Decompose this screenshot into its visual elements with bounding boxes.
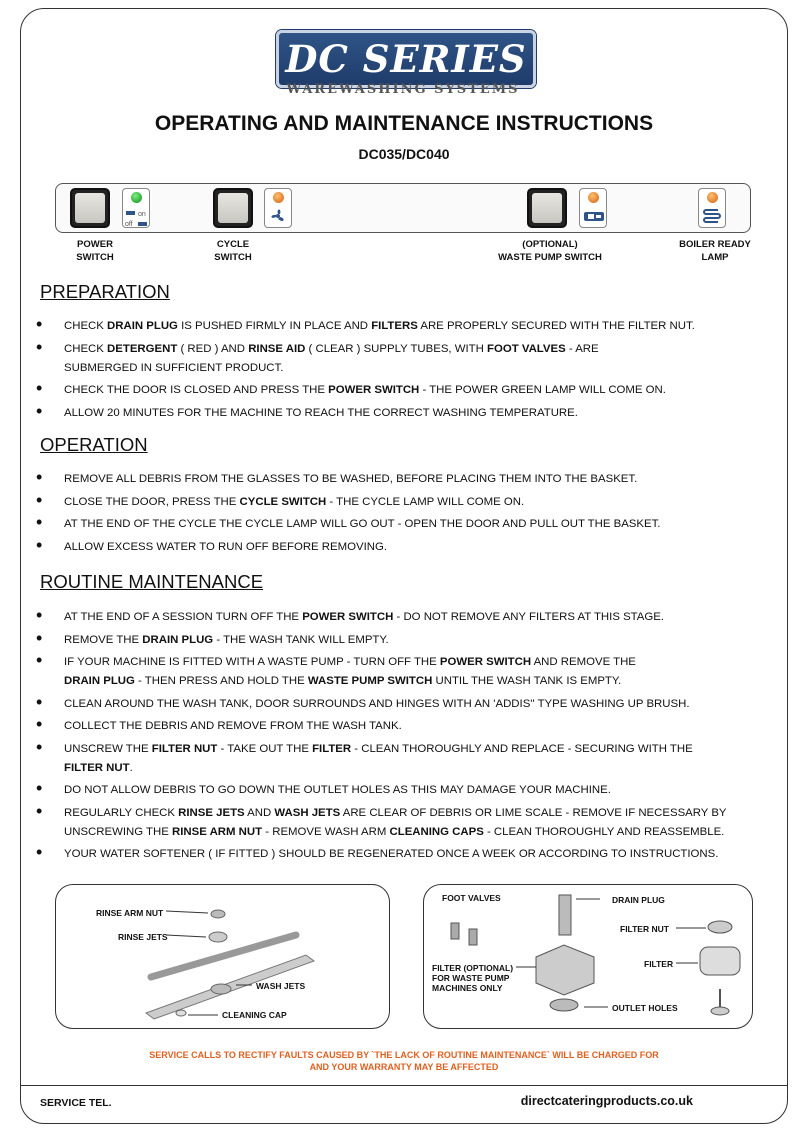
warning-line: SERVICE CALLS TO RECTIFY FAULTS CAUSED BY `THE LACK OF ROUTINE MAINTENANCE` WILL BE CHARGED FOR: [149, 1050, 659, 1060]
emphasis-text: POWER SWITCH: [302, 611, 394, 623]
cycle-lamp: [273, 192, 284, 203]
maintenance-list: [36, 608, 796, 868]
filter-illustration: [424, 885, 754, 1030]
label-line: SWITCH: [214, 252, 252, 263]
emphasis-text: FILTER NUT: [151, 742, 218, 755]
power-lamp-green: [131, 192, 142, 203]
instruction-item: • COLLECT THE DEBRIS AND REMOVE FROM THE WASH TANK.: [36, 717, 796, 736]
emphasis-text: FILTERS: [371, 320, 418, 332]
instruction-item: • CHECK DRAIN PLUG IS PUSHED FIRMLY IN PLACE AND FILTERS ARE PROPERLY SECURED WITH THE FILTER NUT.: [36, 317, 796, 336]
filter-base-shape: [711, 1007, 729, 1015]
preparation-list: [36, 317, 796, 426]
waste-pump-lamp: [588, 192, 599, 203]
filter-nut-shape: [708, 921, 732, 933]
operation-list: [36, 470, 796, 560]
emphasis-text: RINSE ARM NUT: [172, 825, 263, 838]
website-link[interactable]: directcateringproducts.co.uk: [520, 1094, 693, 1108]
instruction-item: • ALLOW 20 MINUTES FOR THE MACHINE TO REACH THE CORRECT WASHING TEMPERATURE.: [36, 404, 796, 423]
on-label: on: [138, 211, 146, 218]
service-tel: SERVICE TEL.: [40, 1097, 112, 1109]
instruction-item: • CLEAN AROUND THE WASH TANK, DOOR SURROUNDS AND HINGES WITH AN 'ADDIS'' TYPE WASHING UP BRUSH.: [36, 695, 796, 714]
filter-diagram: [423, 884, 753, 1029]
instruction-item: • ALLOW EXCESS WATER TO RUN OFF BEFORE REMOVING.: [36, 538, 796, 557]
emphasis-text: CYCLE SWITCH: [239, 495, 327, 508]
foot-valve-shape: [469, 929, 477, 945]
boiler-lamp-label: [660, 238, 770, 264]
warning-line: AND YOUR WARRANTY MAY BE AFFECTED: [309, 1061, 499, 1072]
off-label: off: [125, 221, 133, 228]
pump-icon: [583, 206, 605, 226]
rinse-jets-label: RINSE JETS: [118, 932, 168, 942]
instruction-item: • REMOVE ALL DEBRIS FROM THE GLASSES TO BE WASHED, BEFORE PLACING THEM INTO THE BASKET.: [36, 470, 796, 489]
emphasis-text: FILTER NUT: [64, 761, 130, 774]
emphasis-text: RINSE AID: [248, 342, 306, 355]
page-title: OPERATING AND MAINTENANCE INSTRUCTIONS: [154, 112, 654, 135]
cycle-switch-label: [198, 238, 268, 264]
instruction-item: • CLOSE THE DOOR, PRESS THE CYCLE SWITCH - THE CYCLE LAMP WILL COME ON.: [36, 493, 796, 512]
label-line: BOILER READY: [679, 239, 751, 250]
emphasis-text: CLEANING CAPS: [389, 825, 484, 838]
rinse-hub-shape: [209, 932, 227, 942]
cycle-switch[interactable]: [213, 188, 253, 228]
emphasis-text: DETERGENT: [107, 342, 178, 355]
emphasis-text: DRAIN PLUG: [107, 320, 178, 332]
emphasis-text: FILTER: [312, 742, 352, 755]
label-line: CYCLE: [216, 239, 250, 250]
fan-icon: [268, 206, 288, 226]
brand-logo: DC SERIES: [276, 30, 536, 88]
emphasis-text: POWER SWITCH: [439, 656, 532, 668]
label-line: WASTE PUMP SWITCH: [498, 252, 602, 263]
label-line: LAMP: [701, 252, 729, 263]
power-indicator: [122, 188, 150, 228]
label-line: POWER: [77, 239, 113, 250]
foot-valves-label: FOOT VALVES: [442, 893, 501, 903]
drain-plug-label: DRAIN PLUG: [612, 895, 665, 905]
instruction-item: • UNSCREW THE FILTER NUT - TAKE OUT THE FILTER - CLEAN THOROUGHLY AND REPLACE - SECURING WITH THE FILTER NUT.: [36, 740, 796, 778]
maintenance-heading: ROUTINE MAINTENANCE: [40, 571, 264, 592]
model-number: DC035/DC040: [358, 146, 450, 162]
preparation-heading: PREPARATION: [40, 281, 170, 302]
heater-icon: [702, 206, 722, 226]
instruction-item: • CHECK DETERGENT ( RED ) AND RINSE AID ( CLEAR ) SUPPLY TUBES, WITH FOOT VALVES - ARE SUBMERGED IN SUFFICIENT PRODUCT.: [36, 340, 796, 378]
filter-nut-label: FILTER NUT: [620, 924, 669, 934]
power-switch[interactable]: [70, 188, 110, 228]
optional-filter-label: [432, 963, 513, 993]
waste-pump-indicator: [579, 188, 607, 228]
power-switch-label: [60, 238, 130, 264]
emphasis-text: RINSE JETS: [178, 806, 245, 819]
label-line: FOR WASTE PUMP: [432, 973, 510, 983]
emphasis-text: WASH JETS: [274, 806, 341, 819]
waste-pump-switch[interactable]: [527, 188, 567, 228]
boiler-ready-lamp: [707, 192, 718, 203]
wash-jets-label: WASH JETS: [256, 981, 306, 991]
brand-tagline: WAREWASHING SYSTEMS: [286, 82, 520, 97]
drain-plug-shape: [559, 895, 571, 935]
operation-heading: OPERATION: [40, 434, 148, 455]
filter-box-shape: [536, 945, 594, 995]
outlet-holes-label: OUTLET HOLES: [612, 1003, 678, 1013]
spray-arm-illustration: [56, 885, 391, 1030]
label-line: SWITCH: [76, 252, 114, 263]
foot-valve-shape: [451, 923, 459, 939]
cleaning-cap-shape: [176, 1010, 186, 1016]
instruction-item: • REGULARLY CHECK RINSE JETS AND WASH JETS ARE CLEAR OF DEBRIS OR LIME SCALE - REMOVE IF NECESSARY BY UNSCREWING THE RINSE ARM NUT - REMOVE WASH ARM CLEANING CAPS - CLEAN THOROUGHLY AND REASSEMBLE.: [36, 804, 796, 842]
leader-line: [166, 935, 206, 937]
cycle-indicator: [264, 188, 292, 228]
label-line: FILTER (OPTIONAL): [432, 963, 514, 973]
leader-line: [166, 911, 208, 913]
instruction-item: • REMOVE THE DRAIN PLUG - THE WASH TANK WILL EMPTY.: [36, 631, 796, 650]
spray-arm-diagram: [55, 884, 390, 1029]
on-off-icon: [126, 211, 135, 215]
emphasis-text: DRAIN PLUG: [64, 675, 135, 687]
instruction-item: • AT THE END OF THE CYCLE THE CYCLE LAMP WILL GO OUT - OPEN THE DOOR AND PULL OUT THE BASKET.: [36, 515, 796, 534]
instruction-item: • YOUR WATER SOFTENER ( IF FITTED ) SHOULD BE REGENERATED ONCE A WEEK OR ACCORDING TO INSTRUCTIONS.: [36, 845, 796, 864]
warranty-warning: [0, 1050, 808, 1073]
filter-label: FILTER: [644, 959, 674, 969]
on-off-icon: [138, 222, 147, 226]
emphasis-text: POWER SWITCH: [328, 384, 420, 396]
instruction-item: • IF YOUR MACHINE IS FITTED WITH A WASTE PUMP - TURN OFF THE POWER SWITCH AND REMOVE THE DRAIN PLUG - THEN PRESS AND HOLD THE WASTE PUMP SWITCH UNTIL THE WASH TANK IS EMPTY.: [36, 653, 796, 691]
emphasis-text: FOOT VALVES: [487, 342, 566, 355]
rinse-arm-nut-shape: [211, 910, 225, 918]
control-panel: [55, 183, 751, 233]
emphasis-text: DRAIN PLUG: [142, 633, 214, 646]
boiler-ready-indicator: [698, 188, 726, 228]
footer-divider: [20, 1085, 788, 1086]
label-line: (OPTIONAL): [522, 239, 578, 250]
emphasis-text: WASTE PUMP SWITCH: [307, 675, 433, 687]
filter-shape: [700, 947, 740, 975]
instruction-item: • DO NOT ALLOW DEBRIS TO GO DOWN THE OUTLET HOLES AS THIS MAY DAMAGE YOUR MACHINE.: [36, 781, 796, 800]
instruction-item: • CHECK THE DOOR IS CLOSED AND PRESS THE POWER SWITCH - THE POWER GREEN LAMP WILL COME ON.: [36, 381, 796, 400]
waste-pump-switch-label: [480, 238, 620, 264]
rinse-arm-nut-label: RINSE ARM NUT: [96, 908, 164, 918]
cleaning-cap-label: CLEANING CAP: [222, 1010, 287, 1020]
instruction-item: • AT THE END OF A SESSION TURN OFF THE POWER SWITCH - DO NOT REMOVE ANY FILTERS AT THIS STAGE.: [36, 608, 796, 627]
label-line: MACHINES ONLY: [432, 983, 503, 993]
outlet-holes-shape: [550, 999, 578, 1011]
wash-hub-shape: [211, 984, 231, 994]
